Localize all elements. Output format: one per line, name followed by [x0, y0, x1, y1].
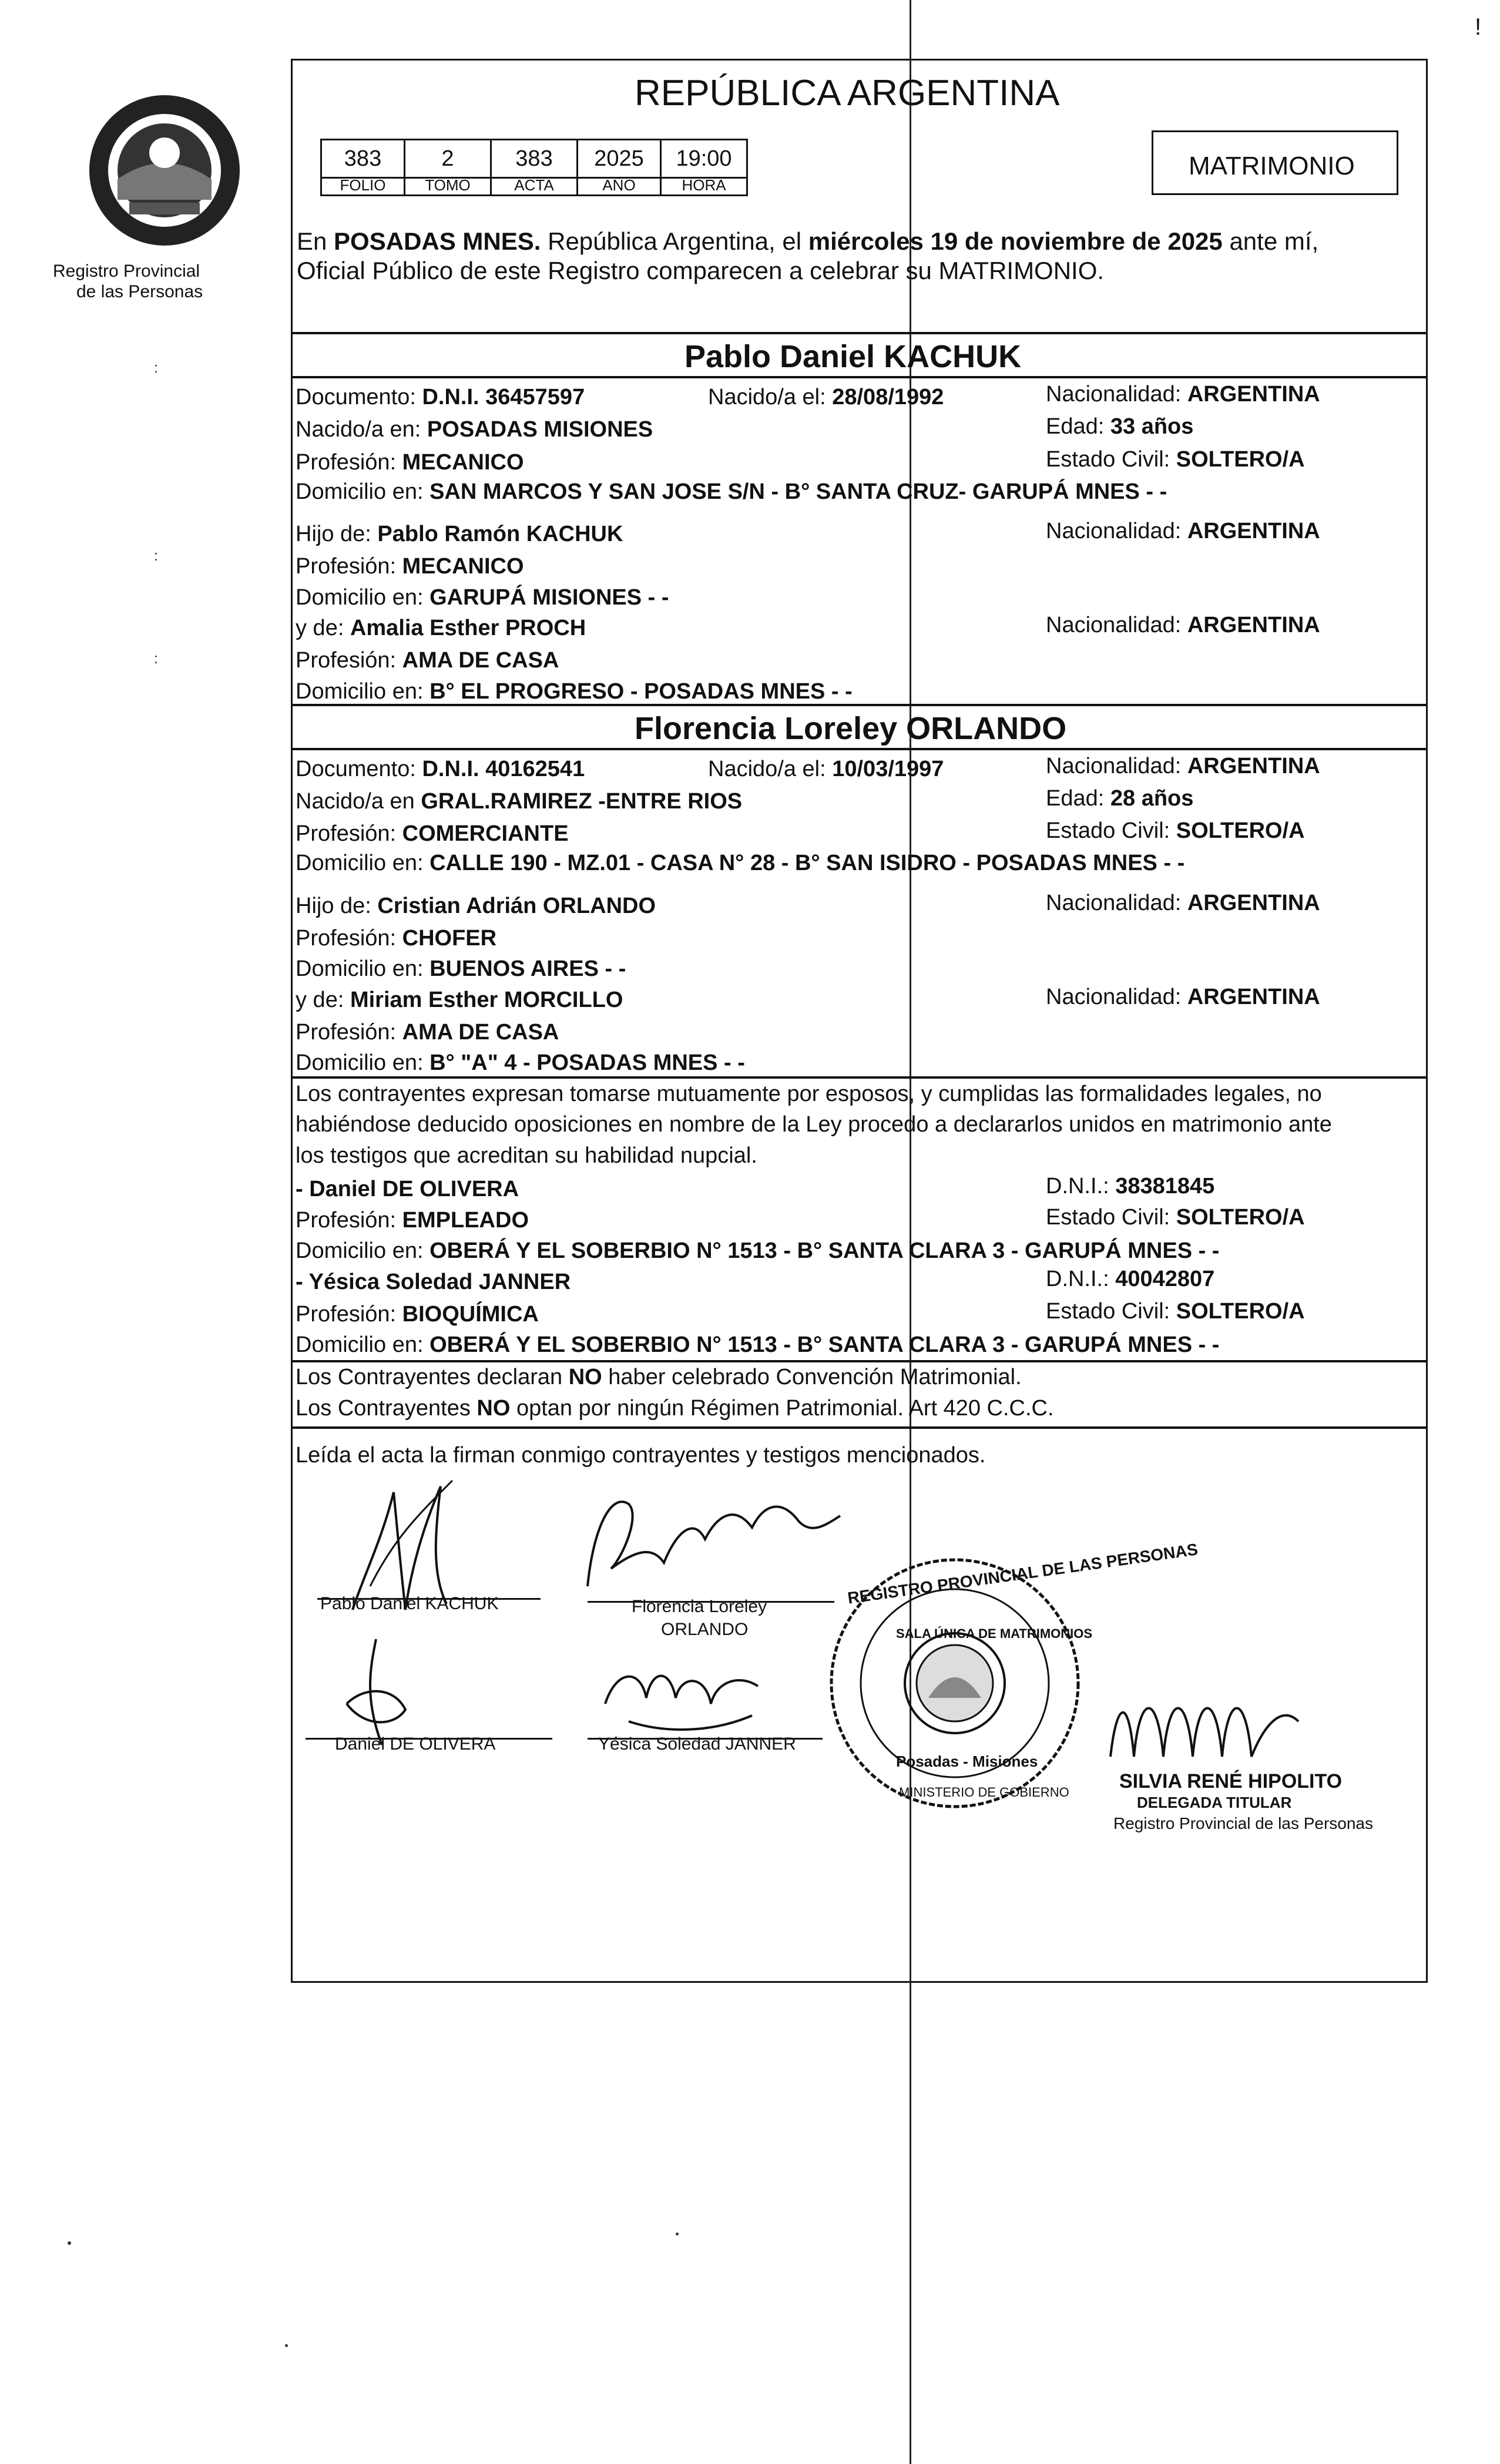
- spouse2-nationality: Nacionalidad: ARGENTINA: [1046, 754, 1320, 778]
- stray-dot: [676, 2233, 679, 2235]
- signature-3-scribble: [329, 1633, 447, 1751]
- stamp-bottom-text: Posadas - Misiones: [896, 1753, 1038, 1770]
- spouse2-birthdate: Nacido/a el: 10/03/1997: [708, 757, 944, 781]
- tomo-box: [404, 139, 492, 196]
- declaration-line-1: Los contrayentes expresan tomarse mutuamente por esposos, y cumplidas las formalidades legales, no: [296, 1082, 1322, 1106]
- spouse1-address: Domicilio en: SAN MARCOS Y SAN JOSE S/N - B° SANTA CRUZ- GARUPÁ MNES - -: [296, 479, 1167, 504]
- acta-label: ACTA: [514, 176, 554, 194]
- hour-value: 19:00: [662, 140, 746, 179]
- folio-box: [320, 139, 405, 196]
- spouse2-mother-nationality: Nacionalidad: ARGENTINA: [1046, 985, 1320, 1009]
- spouse1-birthplace: Nacido/a en: POSADAS MISIONES: [296, 417, 653, 442]
- year-value: 2025: [578, 140, 660, 179]
- spouse2-profession: Profesión: COMERCIANTE: [296, 821, 569, 846]
- divider: [291, 748, 1428, 750]
- spouse1-mother-address: Domicilio en: B° EL PROGRESO - POSADAS MNES - -: [296, 679, 853, 704]
- spouse2-mother-profession: Profesión: AMA DE CASA: [296, 1020, 559, 1045]
- spouse1-mother: y de: Amalia Esther PROCH: [296, 616, 586, 640]
- signature-4-label: Yésica Soledad JANNER: [598, 1734, 796, 1754]
- spouse2-father-profession: Profesión: CHOFER: [296, 926, 497, 951]
- signature-2-label-1: Florencia Loreley: [632, 1597, 767, 1616]
- hour-box: [660, 139, 748, 196]
- divider: [291, 704, 1428, 706]
- margin-tick: :: [154, 651, 158, 667]
- witness1-dni: D.N.I.: 38381845: [1046, 1174, 1215, 1199]
- divider: [291, 1426, 1428, 1429]
- spouse1-profession: Profesión: MECANICO: [296, 450, 524, 475]
- witness2-name: - Yésica Soledad JANNER: [296, 1270, 571, 1294]
- official-title: DELEGADA TITULAR: [1137, 1794, 1292, 1811]
- spouse2-father: Hijo de: Cristian Adrián ORLANDO: [296, 894, 656, 918]
- spouse2-mother: y de: Miriam Esther MORCILLO: [296, 988, 623, 1012]
- spouse2-birthplace: Nacido/a en GRAL.RAMIREZ -ENTRE RIOS: [296, 789, 743, 814]
- spouse2-father-address: Domicilio en: BUENOS AIRES - -: [296, 956, 626, 981]
- signature-2-label-2: ORLANDO: [661, 1620, 749, 1639]
- folio-label: FOLIO: [340, 176, 386, 194]
- signature-3-label: Daniel DE OLIVERA: [335, 1734, 496, 1754]
- record-type-label: MATRIMONIO: [1189, 152, 1355, 180]
- logo-caption-2: de las Personas: [76, 282, 203, 301]
- official-organization: Registro Provincial de las Personas: [1113, 1814, 1373, 1832]
- witness1-address: Domicilio en: OBERÁ Y EL SOBERBIO N° 1513 - B° SANTA CLARA 3 - GARUPÁ MNES - -: [296, 1238, 1220, 1263]
- spouse1-mother-profession: Profesión: AMA DE CASA: [296, 648, 559, 673]
- official-signature-scribble: [1105, 1669, 1351, 1774]
- page-title: REPÚBLICA ARGENTINA: [635, 73, 1060, 113]
- spouse1-age: Edad: 33 años: [1046, 414, 1194, 439]
- closing-statement: Leída el acta la firman conmigo contrayentes y testigos mencionados.: [296, 1443, 986, 1468]
- signature-2-scribble: [576, 1481, 858, 1598]
- stamp-ring-text: REGISTRO PROVINCIAL DE LAS PERSONAS: [846, 1540, 1199, 1607]
- hour-label: HORA: [682, 176, 726, 194]
- spouse1-civil-status: Estado Civil: SOLTERO/A: [1046, 447, 1305, 472]
- spouse1-mother-nationality: Nacionalidad: ARGENTINA: [1046, 613, 1320, 637]
- margin-tick: :: [154, 360, 158, 376]
- declaration-line-3: los testigos que acreditan su habilidad nupcial.: [296, 1143, 757, 1168]
- spouse1-nationality: Nacionalidad: ARGENTINA: [1046, 382, 1320, 407]
- divider: [291, 1076, 1428, 1079]
- spouse1-father-nationality: Nacionalidad: ARGENTINA: [1046, 519, 1320, 543]
- divider: [291, 332, 1428, 334]
- witness2-civil-status: Estado Civil: SOLTERO/A: [1046, 1299, 1305, 1324]
- spouse1-father: Hijo de: Pablo Ramón KACHUK: [296, 522, 623, 546]
- spouse2-civil-status: Estado Civil: SOLTERO/A: [1046, 818, 1305, 843]
- declaration-line-2: habiéndose deducido oposiciones en nombre de la Ley procedo a declararlos unidos en matrimonio ante: [296, 1112, 1332, 1137]
- margin-tick: :: [154, 548, 158, 564]
- acta-value: 383: [492, 140, 576, 179]
- witness1-civil-status: Estado Civil: SOLTERO/A: [1046, 1205, 1305, 1230]
- divider: [291, 1360, 1428, 1362]
- witness2-dni: D.N.I.: 40042807: [1046, 1267, 1215, 1291]
- spouse1-father-profession: Profesión: MECANICO: [296, 554, 524, 579]
- record-type-badge: [1152, 130, 1398, 195]
- intro-line-2: Oficial Público de este Registro comparecen a celebrar su MATRIMONIO.: [297, 257, 1105, 284]
- intro-line-1: En POSADAS MNES. República Argentina, el miércoles 19 de noviembre de 2025 ante mí,: [297, 227, 1319, 255]
- spouse2-age: Edad: 28 años: [1046, 786, 1194, 811]
- signature-1-label: Pablo Daniel KACHUK: [320, 1594, 499, 1613]
- tomo-label: TOMO: [425, 176, 471, 194]
- spouse1-name: Pablo Daniel KACHUK: [684, 339, 1022, 374]
- signature-4-scribble: [593, 1657, 770, 1745]
- spouse2-document: Documento: D.N.I. 40162541: [296, 757, 585, 781]
- spouse1-document: Documento: D.N.I. 36457597: [296, 385, 585, 409]
- logo-caption-1: Registro Provincial: [53, 261, 200, 281]
- regime-line-1: Los Contrayentes declaran NO haber celebrado Convención Matrimonial.: [296, 1365, 1022, 1389]
- official-stamp: [823, 1540, 1199, 1815]
- stray-dot: [285, 2344, 288, 2347]
- witness1-name: - Daniel DE OLIVERA: [296, 1177, 519, 1201]
- tomo-value: 2: [405, 140, 490, 179]
- province-logo: [76, 82, 253, 259]
- spouse1-father-address: Domicilio en: GARUPÁ MISIONES - -: [296, 585, 669, 610]
- stamp-inner-text: SALA ÚNICA DE MATRIMONIOS: [896, 1626, 1093, 1641]
- year-box: [576, 139, 662, 196]
- spouse1-birthdate: Nacido/a el: 28/08/1992: [708, 385, 944, 409]
- spouse2-mother-address: Domicilio en: B° "A" 4 - POSADAS MNES - -: [296, 1050, 745, 1075]
- spouse2-address: Domicilio en: CALLE 190 - MZ.01 - CASA N° 28 - B° SAN ISIDRO - POSADAS MNES - -: [296, 851, 1185, 875]
- stray-dot: [68, 2241, 71, 2245]
- witness2-address: Domicilio en: OBERÁ Y EL SOBERBIO N° 1513 - B° SANTA CLARA 3 - GARUPÁ MNES - -: [296, 1332, 1220, 1357]
- stamp-ministry-text: MINISTERIO DE GOBIERNO: [899, 1785, 1069, 1800]
- margin-mark: !: [1475, 14, 1482, 40]
- folio-value: 383: [322, 140, 404, 179]
- witness2-profession: Profesión: BIOQUÍMICA: [296, 1302, 539, 1327]
- spouse2-father-nationality: Nacionalidad: ARGENTINA: [1046, 891, 1320, 915]
- acta-box: [490, 139, 578, 196]
- regime-line-2: Los Contrayentes NO optan por ningún Régimen Patrimonial. Art 420 C.C.C.: [296, 1396, 1054, 1421]
- province-seal-icon: [76, 82, 253, 259]
- spouse2-name: Florencia Loreley ORLANDO: [635, 711, 1067, 746]
- divider: [291, 376, 1428, 378]
- witness1-profession: Profesión: EMPLEADO: [296, 1208, 529, 1233]
- official-name: SILVIA RENÉ HIPOLITO: [1119, 1770, 1343, 1792]
- year-label: AÑO: [602, 176, 636, 194]
